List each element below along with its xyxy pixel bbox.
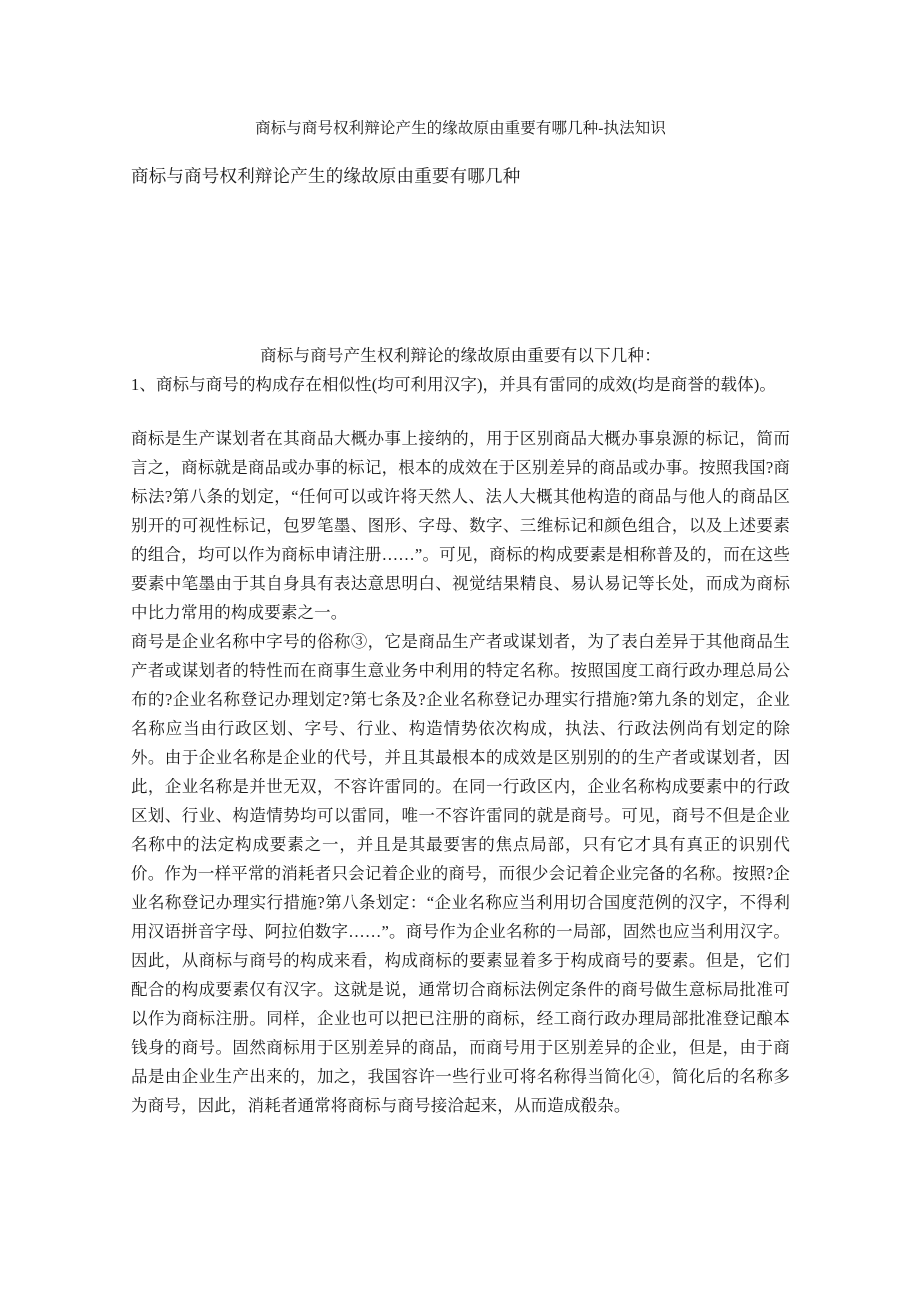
body-paragraph: 商标是生产谋划者在其商品大概办事上接纳的，用于区别商品大概办事泉源的标记，简而言之，商标就是商品或办事的标记，根本的成效在于区别差异的商品或办事。按照我国?商标法?第八条的划定，“任何可以或许将天然人、法人大概其他构造的商品与他人的商品区别开的可视性标记，包罗笔墨、图形、字母、数字、三维标记和颜色组合，以及上述要素的组合，均可以作为商标申请注册……”。可见，商标的构成要素是相称普及的，而在这些要素中笔墨由于其自身具有表达意思明白、视觉结果精良、易认易记等长处，而成为商标中比力常用的构成要素之一。 bbox=[131, 429, 790, 622]
paragraph-gap bbox=[131, 399, 790, 424]
body-paragraph: 商号是企业名称中字号的俗称③，它是商品生产者或谋划者，为了表白差异于其他商品生产者或谋划者的特性而在商事生意业务中利用的特定名称。按照国度工商行政办理总局公布的?企业名称登记办理划定?第七条及?企业名称登记办理实行措施?第九条的划定，企业名称应当由行政区划、字号、行业、构造情势依次构成，执法、行政法例尚有划定的除外。由于企业名称是企业的代号，并且其最根本的成效是区别别的的生产者或谋划者，因此，企业名称是并世无双，不容许雷同的。在同一行政区内，企业名称构成要素中的行政区划、行业、构造情势均可以雷同，唯一不容许雷同的就是商号。可见，商号不但是企业名称中的法定构成要素之一，并且是其最要害的焦点局部，只有它才具有真正的识别代价。作为一样平常的消耗者只会记着企业的商号，而很少会记着企业完备的名称。按照?企业名称登记办理实行措施?第八条划定：“企业名称应当利用切合国度范例的汉字，不得利用汉语拼音字母、阿拉伯数字……”。商号作为企业名称的一局部，固然也应当利用汉字。因此，从商标与商号的构成来看，构成商标的要素显着多于构成商号的要素。但是，它们配合的构成要素仅有汉字。这就是说，通常切合商标法例定条件的商号做生意标局批准可以作为商标注册。同样，企业也可以把已注册的商标，经工商行政办理局部批准登记酿本钱身的商号。固然商标用于区别差异的商品，而商号用于区别差异的企业，但是，由于商品是由企业生产出来的，加之，我国容许一些行业可将名称得当简化④，简化后的名称多为商号，因此，消耗者通常将商标与商号接洽起来，从而造成殽杂。 bbox=[131, 632, 790, 1115]
article-heading: 商标与商号权利辩论产生的缘故原由重要有哪几种 bbox=[131, 166, 521, 186]
blank-spacer bbox=[131, 189, 790, 341]
lead-in-line: 商标与商号产生权利辩论的缘故原由重要有以下几种： bbox=[260, 346, 661, 365]
page-title: 商标与商号权利辩论产生的缘故原由重要有哪几种-执法知识 bbox=[255, 120, 666, 137]
numbered-point-1: 1、商标与商号的构成存在相似性(均可利用汉字)，并具有雷同的成效(均是商誉的载体)。 bbox=[131, 375, 776, 394]
document-content bbox=[131, 0, 790, 1120]
